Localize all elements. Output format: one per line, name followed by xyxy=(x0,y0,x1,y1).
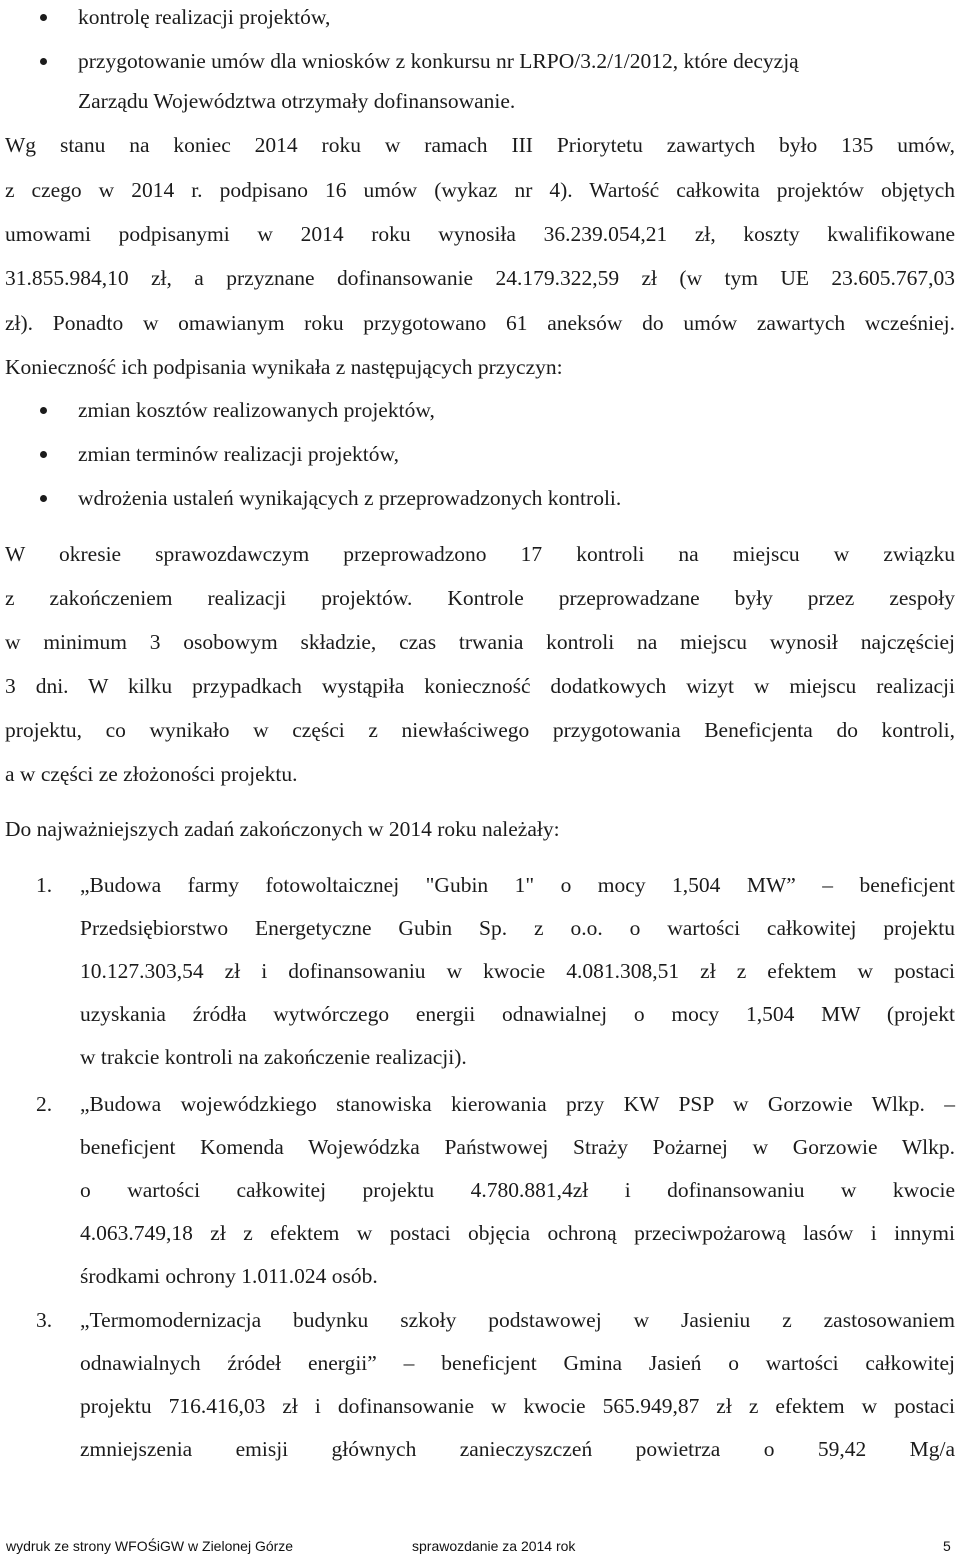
list-item-line: odnawialnych źródeł energii” – beneficjent Gmina Jasień o wartości całkowitej xyxy=(80,1351,955,1375)
list-number: 1. xyxy=(36,873,53,897)
paragraph-line: W okresie sprawozdawczym przeprowadzono 17 kontroli na miejscu w związku xyxy=(5,542,955,566)
paragraph-line: a w części ze złożoności projektu. xyxy=(5,762,298,786)
list-item-line: Przedsiębiorstwo Energetyczne Gubin Sp. z o.o. o wartości całkowitej projektu xyxy=(80,916,955,940)
list-item-line: zmniejszenia emisji głównych zanieczyszczeń powietrza o 59,42 Mg/a xyxy=(80,1437,955,1461)
list-item-line: środkami ochrony 1.011.024 osób. xyxy=(80,1264,378,1288)
paragraph-line: z czego w 2014 r. podpisano 16 umów (wykaz nr 4). Wartość całkowita projektów objętych xyxy=(5,178,955,202)
list-item-line: uzyskania źródła wytwórczego energii odnawialnej o mocy 1,504 MW (projekt xyxy=(80,1002,955,1026)
paragraph-line: 31.855.984,10 zł, a przyznane dofinansowanie 24.179.322,59 zł (w tym UE 23.605.767,03 xyxy=(5,266,955,290)
list-number: 3. xyxy=(36,1308,53,1332)
list-item-line: projektu 716.416,03 zł i dofinansowanie w kwocie 565.949,87 zł z efektem w postaci xyxy=(80,1394,955,1418)
paragraph-line: w minimum 3 osobowym składzie, czas trwania kontroli na miejscu wynosił najczęściej xyxy=(5,630,955,654)
list-item-line: „Termomodernizacja budynku szkoły podstawowej w Jasieniu z zastosowaniem xyxy=(80,1308,955,1332)
bullet-dot xyxy=(40,451,47,458)
footer-report-title: sprawozdanie za 2014 rok xyxy=(412,1538,576,1554)
paragraph-line: z zakończeniem realizacji projektów. Kontrole przeprowadzane były przez zespoły xyxy=(5,586,955,610)
bullet-item: kontrolę realizacji projektów, xyxy=(78,5,331,29)
bullet-item: zmian kosztów realizowanych projektów, xyxy=(78,398,435,422)
bullet-dot xyxy=(40,58,47,65)
bullet-item: zmian terminów realizacji projektów, xyxy=(78,442,399,466)
bullet-dot xyxy=(40,495,47,502)
footer-source: wydruk ze strony WFOŚiGW w Zielonej Górze xyxy=(6,1538,294,1554)
paragraph-line: Konieczność ich podpisania wynikała z następujących przyczyn: xyxy=(5,355,563,379)
list-item-line: w trakcie kontroli na zakończenie realizacji). xyxy=(80,1045,467,1069)
paragraph-line: Zarządu Województwa otrzymały dofinansowanie. xyxy=(78,89,516,113)
bullet-dot xyxy=(40,14,47,21)
bullet-item: przygotowanie umów dla wniosków z konkursu nr LRPO/3.2/1/2012, które decyzją xyxy=(78,49,799,73)
footer-page-number: 5 xyxy=(943,1538,951,1554)
list-item-line: o wartości całkowitej projektu 4.780.881,4zł i dofinansowaniu w kwocie xyxy=(80,1178,955,1202)
section-heading: Do najważniejszych zadań zakończonych w 2014 roku należały: xyxy=(5,817,560,841)
paragraph-line: Wg stanu na koniec 2014 roku w ramach III Priorytetu zawartych było 135 umów, xyxy=(5,133,955,157)
list-item-line: 10.127.303,54 zł i dofinansowaniu w kwocie 4.081.308,51 zł z efektem w postaci xyxy=(80,959,955,983)
paragraph-line: umowami podpisanymi w 2014 roku wynosiła 36.239.054,21 zł, koszty kwalifikowane xyxy=(5,222,955,246)
paragraph-line: zł). Ponadto w omawianym roku przygotowano 61 aneksów do umów zawartych wcześniej. xyxy=(5,311,955,335)
paragraph-line: projektu, co wynikało w części z niewłaściwego przygotowania Beneficjenta do kontroli, xyxy=(5,718,955,742)
bullet-item: wdrożenia ustaleń wynikających z przeprowadzonych kontroli. xyxy=(78,486,622,510)
list-item-line: 4.063.749,18 zł z efektem w postaci objęcia ochroną przeciwpożarową lasów i innymi xyxy=(80,1221,955,1245)
list-item-line: „Budowa wojewódzkiego stanowiska kierowania przy KW PSP w Gorzowie Wlkp. – xyxy=(80,1092,955,1116)
paragraph-line: 3 dni. W kilku przypadkach wystąpiła konieczność dodatkowych wizyt w miejscu realizacji xyxy=(5,674,955,698)
list-item-line: „Budowa farmy fotowoltaicznej "Gubin 1" o mocy 1,504 MW” – beneficjent xyxy=(80,873,955,897)
bullet-dot xyxy=(40,407,47,414)
list-number: 2. xyxy=(36,1092,53,1116)
list-item-line: beneficjent Komenda Wojewódzka Państwowej Straży Pożarnej w Gorzowie Wlkp. xyxy=(80,1135,955,1159)
